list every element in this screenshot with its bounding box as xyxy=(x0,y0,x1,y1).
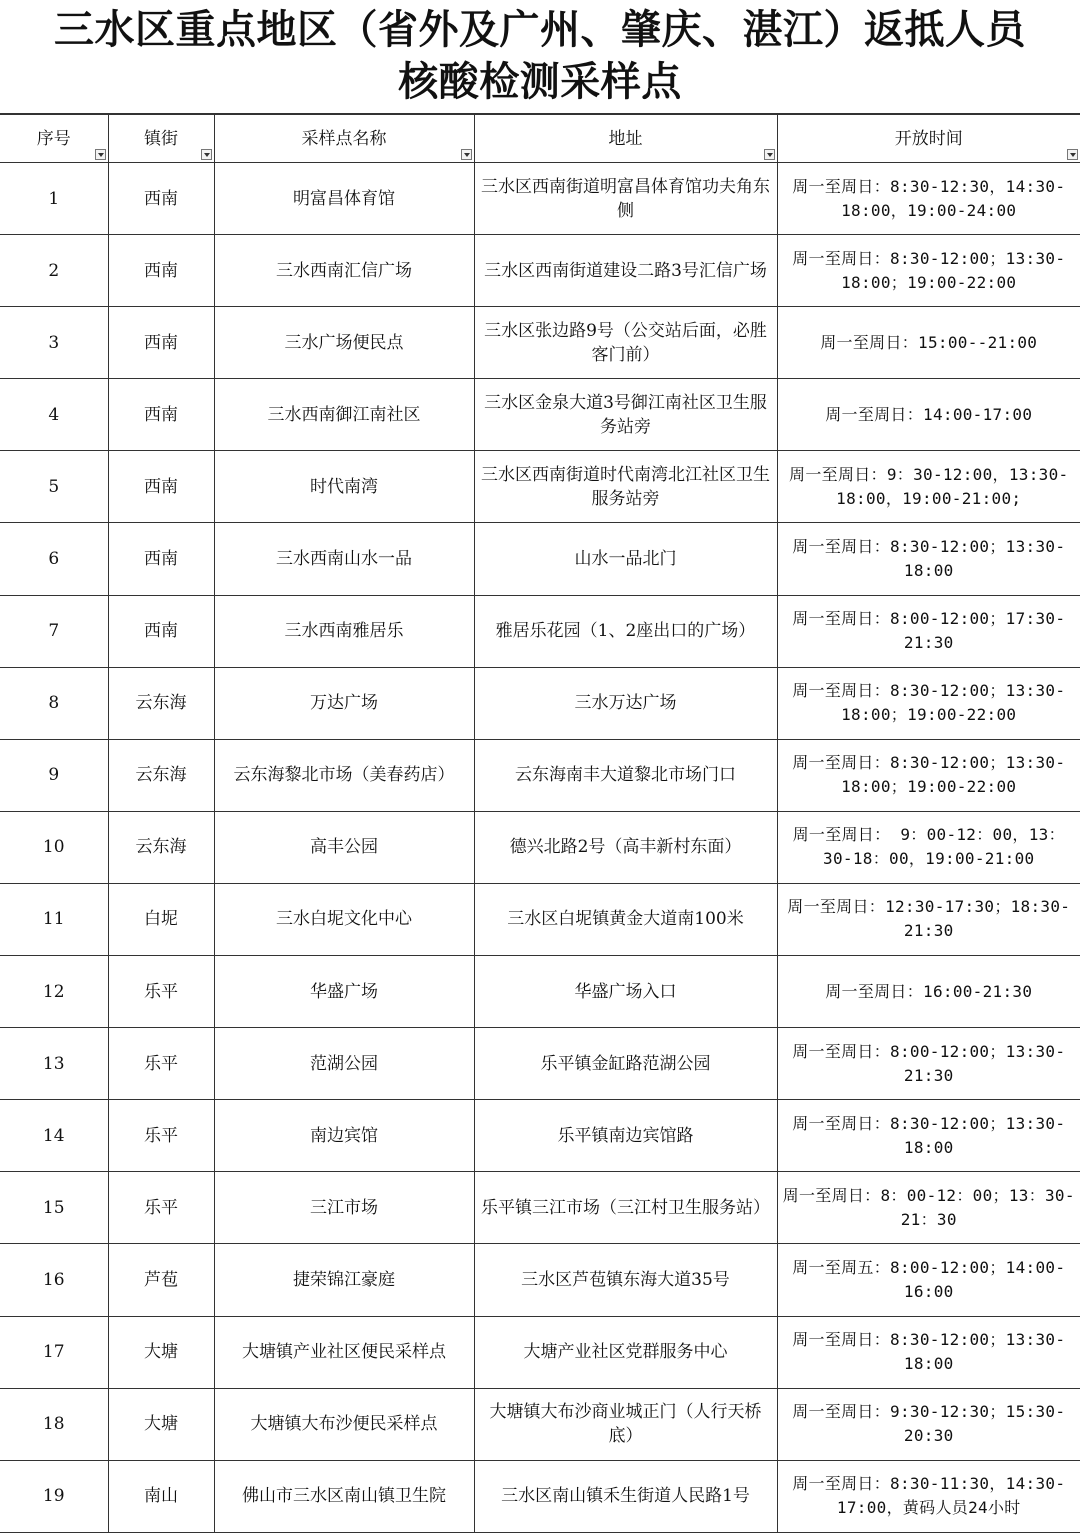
hours-cell: 周一至周日：12:30-17:30；18:30-21:30 xyxy=(777,883,1080,955)
filter-dropdown-icon[interactable] xyxy=(461,149,472,160)
table-row xyxy=(0,235,1080,307)
address-cell: 乐平镇三江市场（三江村卫生服务站） xyxy=(474,1172,777,1244)
site-name-cell: 三水西南山水一品 xyxy=(214,523,474,595)
row-number: 2 xyxy=(0,235,108,307)
header-no xyxy=(0,115,108,163)
row-number: 11 xyxy=(0,883,108,955)
hours-cell: 周一至周日：8:30-12:00；13:30-18:00 xyxy=(777,523,1080,595)
site-name-cell: 高丰公园 xyxy=(214,811,474,883)
site-name-cell: 时代南湾 xyxy=(214,451,474,523)
address-cell: 三水区张边路9号（公交站后面，必胜客门前） xyxy=(474,307,777,379)
address-cell: 乐平镇金缸路范湖公园 xyxy=(474,1028,777,1100)
header-hours xyxy=(777,115,1080,163)
row-number: 19 xyxy=(0,1460,108,1532)
table-row xyxy=(0,1460,1080,1532)
table-row xyxy=(0,595,1080,667)
town-cell: 乐平 xyxy=(108,1172,214,1244)
table-row xyxy=(0,1388,1080,1460)
address-cell: 三水区西南街道建设二路3号汇信广场 xyxy=(474,235,777,307)
filter-dropdown-icon[interactable] xyxy=(1067,149,1078,160)
row-number: 9 xyxy=(0,739,108,811)
hours-cell: 周一至周日：8:30-11:30，14:30-17:00，黄码人员24小时 xyxy=(777,1460,1080,1532)
hours-cell: 周一至周日：8:30-12:00；13:30-18:00；19:00-22:00 xyxy=(777,235,1080,307)
row-number: 4 xyxy=(0,379,108,451)
table-row xyxy=(0,307,1080,379)
town-cell: 云东海 xyxy=(108,739,214,811)
row-number: 12 xyxy=(0,956,108,1028)
hours-cell: 周一至周日：8:30-12:00；13:30-18:00 xyxy=(777,1316,1080,1388)
town-cell: 西南 xyxy=(108,163,214,235)
hours-cell: 周一至周日：16:00-21:30 xyxy=(777,956,1080,1028)
address-cell: 三水区西南街道明富昌体育馆功夫角东侧 xyxy=(474,163,777,235)
sampling-sites-table xyxy=(0,114,1080,1533)
site-name-cell: 三江市场 xyxy=(214,1172,474,1244)
header-label: 开放时间 xyxy=(894,128,963,149)
town-cell: 西南 xyxy=(108,595,214,667)
filter-dropdown-icon[interactable] xyxy=(201,149,212,160)
row-number: 15 xyxy=(0,1172,108,1244)
site-name-cell: 华盛广场 xyxy=(214,956,474,1028)
address-cell: 大塘镇大布沙商业城正门（人行天桥底） xyxy=(474,1388,777,1460)
header-town xyxy=(108,115,214,163)
site-name-cell: 三水西南汇信广场 xyxy=(214,235,474,307)
address-cell: 三水区南山镇禾生街道人民路1号 xyxy=(474,1460,777,1532)
site-name-cell: 云东海黎北市场（美春药店） xyxy=(214,739,474,811)
header-label: 地址 xyxy=(608,128,643,149)
address-cell: 云东海南丰大道黎北市场门口 xyxy=(474,739,777,811)
town-cell: 西南 xyxy=(108,451,214,523)
address-cell: 乐平镇南边宾馆路 xyxy=(474,1100,777,1172)
town-cell: 大塘 xyxy=(108,1388,214,1460)
row-number: 8 xyxy=(0,667,108,739)
header-label: 镇街 xyxy=(144,128,178,149)
site-name-cell: 大塘镇大布沙便民采样点 xyxy=(214,1388,474,1460)
table-row xyxy=(0,883,1080,955)
address-cell: 华盛广场入口 xyxy=(474,956,777,1028)
row-number: 13 xyxy=(0,1028,108,1100)
hours-cell: 周一至周日：9：30-12:00，13:30-18:00，19:00-21:00; xyxy=(777,451,1080,523)
hours-cell: 周一至周日：14:00-17:00 xyxy=(777,379,1080,451)
address-cell: 德兴北路2号（高丰新村东面） xyxy=(474,811,777,883)
filter-dropdown-icon[interactable] xyxy=(95,149,106,160)
row-number: 10 xyxy=(0,811,108,883)
title-line-1: 三水区重点地区（省外及广州、肇庆、湛江）返抵人员 xyxy=(54,7,1026,53)
site-name-cell: 三水西南雅居乐 xyxy=(214,595,474,667)
town-cell: 西南 xyxy=(108,235,214,307)
site-name-cell: 范湖公园 xyxy=(214,1028,474,1100)
row-number: 5 xyxy=(0,451,108,523)
table-row xyxy=(0,379,1080,451)
site-name-cell: 捷荣锦江豪庭 xyxy=(214,1244,474,1316)
table-row xyxy=(0,667,1080,739)
table-row xyxy=(0,523,1080,595)
hours-cell: 周一至周日：9:30-12:30；15:30-20:30 xyxy=(777,1388,1080,1460)
page-title xyxy=(0,0,1080,114)
address-cell: 三水万达广场 xyxy=(474,667,777,739)
row-number: 16 xyxy=(0,1244,108,1316)
table-row xyxy=(0,811,1080,883)
site-name-cell: 万达广场 xyxy=(214,667,474,739)
header-label: 采样点名称 xyxy=(301,128,387,149)
table-row xyxy=(0,163,1080,235)
table-body xyxy=(0,163,1080,1533)
town-cell: 乐平 xyxy=(108,1100,214,1172)
site-name-cell: 大塘镇产业社区便民采样点 xyxy=(214,1316,474,1388)
site-name-cell: 佛山市三水区南山镇卫生院 xyxy=(214,1460,474,1532)
table-row xyxy=(0,739,1080,811)
filter-dropdown-icon[interactable] xyxy=(764,149,775,160)
hours-cell: 周一至周日：8:30-12:00；13:30-18:00；19:00-22:00 xyxy=(777,739,1080,811)
town-cell: 云东海 xyxy=(108,811,214,883)
table-row xyxy=(0,1244,1080,1316)
address-cell: 山水一品北门 xyxy=(474,523,777,595)
row-number: 1 xyxy=(0,163,108,235)
site-name-cell: 三水广场便民点 xyxy=(214,307,474,379)
address-cell: 三水区西南街道时代南湾北江社区卫生服务站旁 xyxy=(474,451,777,523)
row-number: 17 xyxy=(0,1316,108,1388)
town-cell: 南山 xyxy=(108,1460,214,1532)
row-number: 7 xyxy=(0,595,108,667)
town-cell: 白坭 xyxy=(108,883,214,955)
title-line-2: 核酸检测采样点 xyxy=(398,59,682,105)
town-cell: 乐平 xyxy=(108,1028,214,1100)
town-cell: 西南 xyxy=(108,379,214,451)
hours-cell: 周一至周日：8:30-12:00；13:30-18:00；19:00-22:00 xyxy=(777,667,1080,739)
table-row xyxy=(0,1100,1080,1172)
header-address xyxy=(474,115,777,163)
address-cell: 三水区金泉大道3号御江南社区卫生服务站旁 xyxy=(474,379,777,451)
hours-cell: 周一至周日：15:00--21:00 xyxy=(777,307,1080,379)
hours-cell: 周一至周日：8:30-12:30，14:30-18:00，19:00-24:00 xyxy=(777,163,1080,235)
address-cell: 三水区白坭镇黄金大道南100米 xyxy=(474,883,777,955)
town-cell: 云东海 xyxy=(108,667,214,739)
site-name-cell: 三水西南御江南社区 xyxy=(214,379,474,451)
row-number: 18 xyxy=(0,1388,108,1460)
town-cell: 芦苞 xyxy=(108,1244,214,1316)
site-name-cell: 三水白坭文化中心 xyxy=(214,883,474,955)
row-number: 6 xyxy=(0,523,108,595)
hours-cell: 周一至周日：8:00-12:00；17:30-21:30 xyxy=(777,595,1080,667)
header-label: 序号 xyxy=(36,128,71,149)
town-cell: 西南 xyxy=(108,307,214,379)
site-name-cell: 明富昌体育馆 xyxy=(214,163,474,235)
table-row xyxy=(0,451,1080,523)
table-row xyxy=(0,1316,1080,1388)
hours-cell: 周一至周日： 9：00-12：00，13：30-18：00，19:00-21:00 xyxy=(777,811,1080,883)
row-number: 3 xyxy=(0,307,108,379)
address-cell: 大塘产业社区党群服务中心 xyxy=(474,1316,777,1388)
address-cell: 雅居乐花园（1、2座出口的广场） xyxy=(474,595,777,667)
hours-cell: 周一至周五：8:00-12:00；14:00-16:00 xyxy=(777,1244,1080,1316)
hours-cell: 周一至周日：8：00-12：00；13：30-21：30 xyxy=(777,1172,1080,1244)
site-name-cell: 南边宾馆 xyxy=(214,1100,474,1172)
row-number: 14 xyxy=(0,1100,108,1172)
town-cell: 西南 xyxy=(108,523,214,595)
header-site-name xyxy=(214,115,474,163)
table-row xyxy=(0,956,1080,1028)
town-cell: 大塘 xyxy=(108,1316,214,1388)
address-cell: 三水区芦苞镇东海大道35号 xyxy=(474,1244,777,1316)
hours-cell: 周一至周日：8:00-12:00；13:30-21:30 xyxy=(777,1028,1080,1100)
town-cell: 乐平 xyxy=(108,956,214,1028)
header-row xyxy=(0,115,1080,163)
table-row xyxy=(0,1028,1080,1100)
hours-cell: 周一至周日：8:30-12:00；13:30-18:00 xyxy=(777,1100,1080,1172)
table-row xyxy=(0,1172,1080,1244)
